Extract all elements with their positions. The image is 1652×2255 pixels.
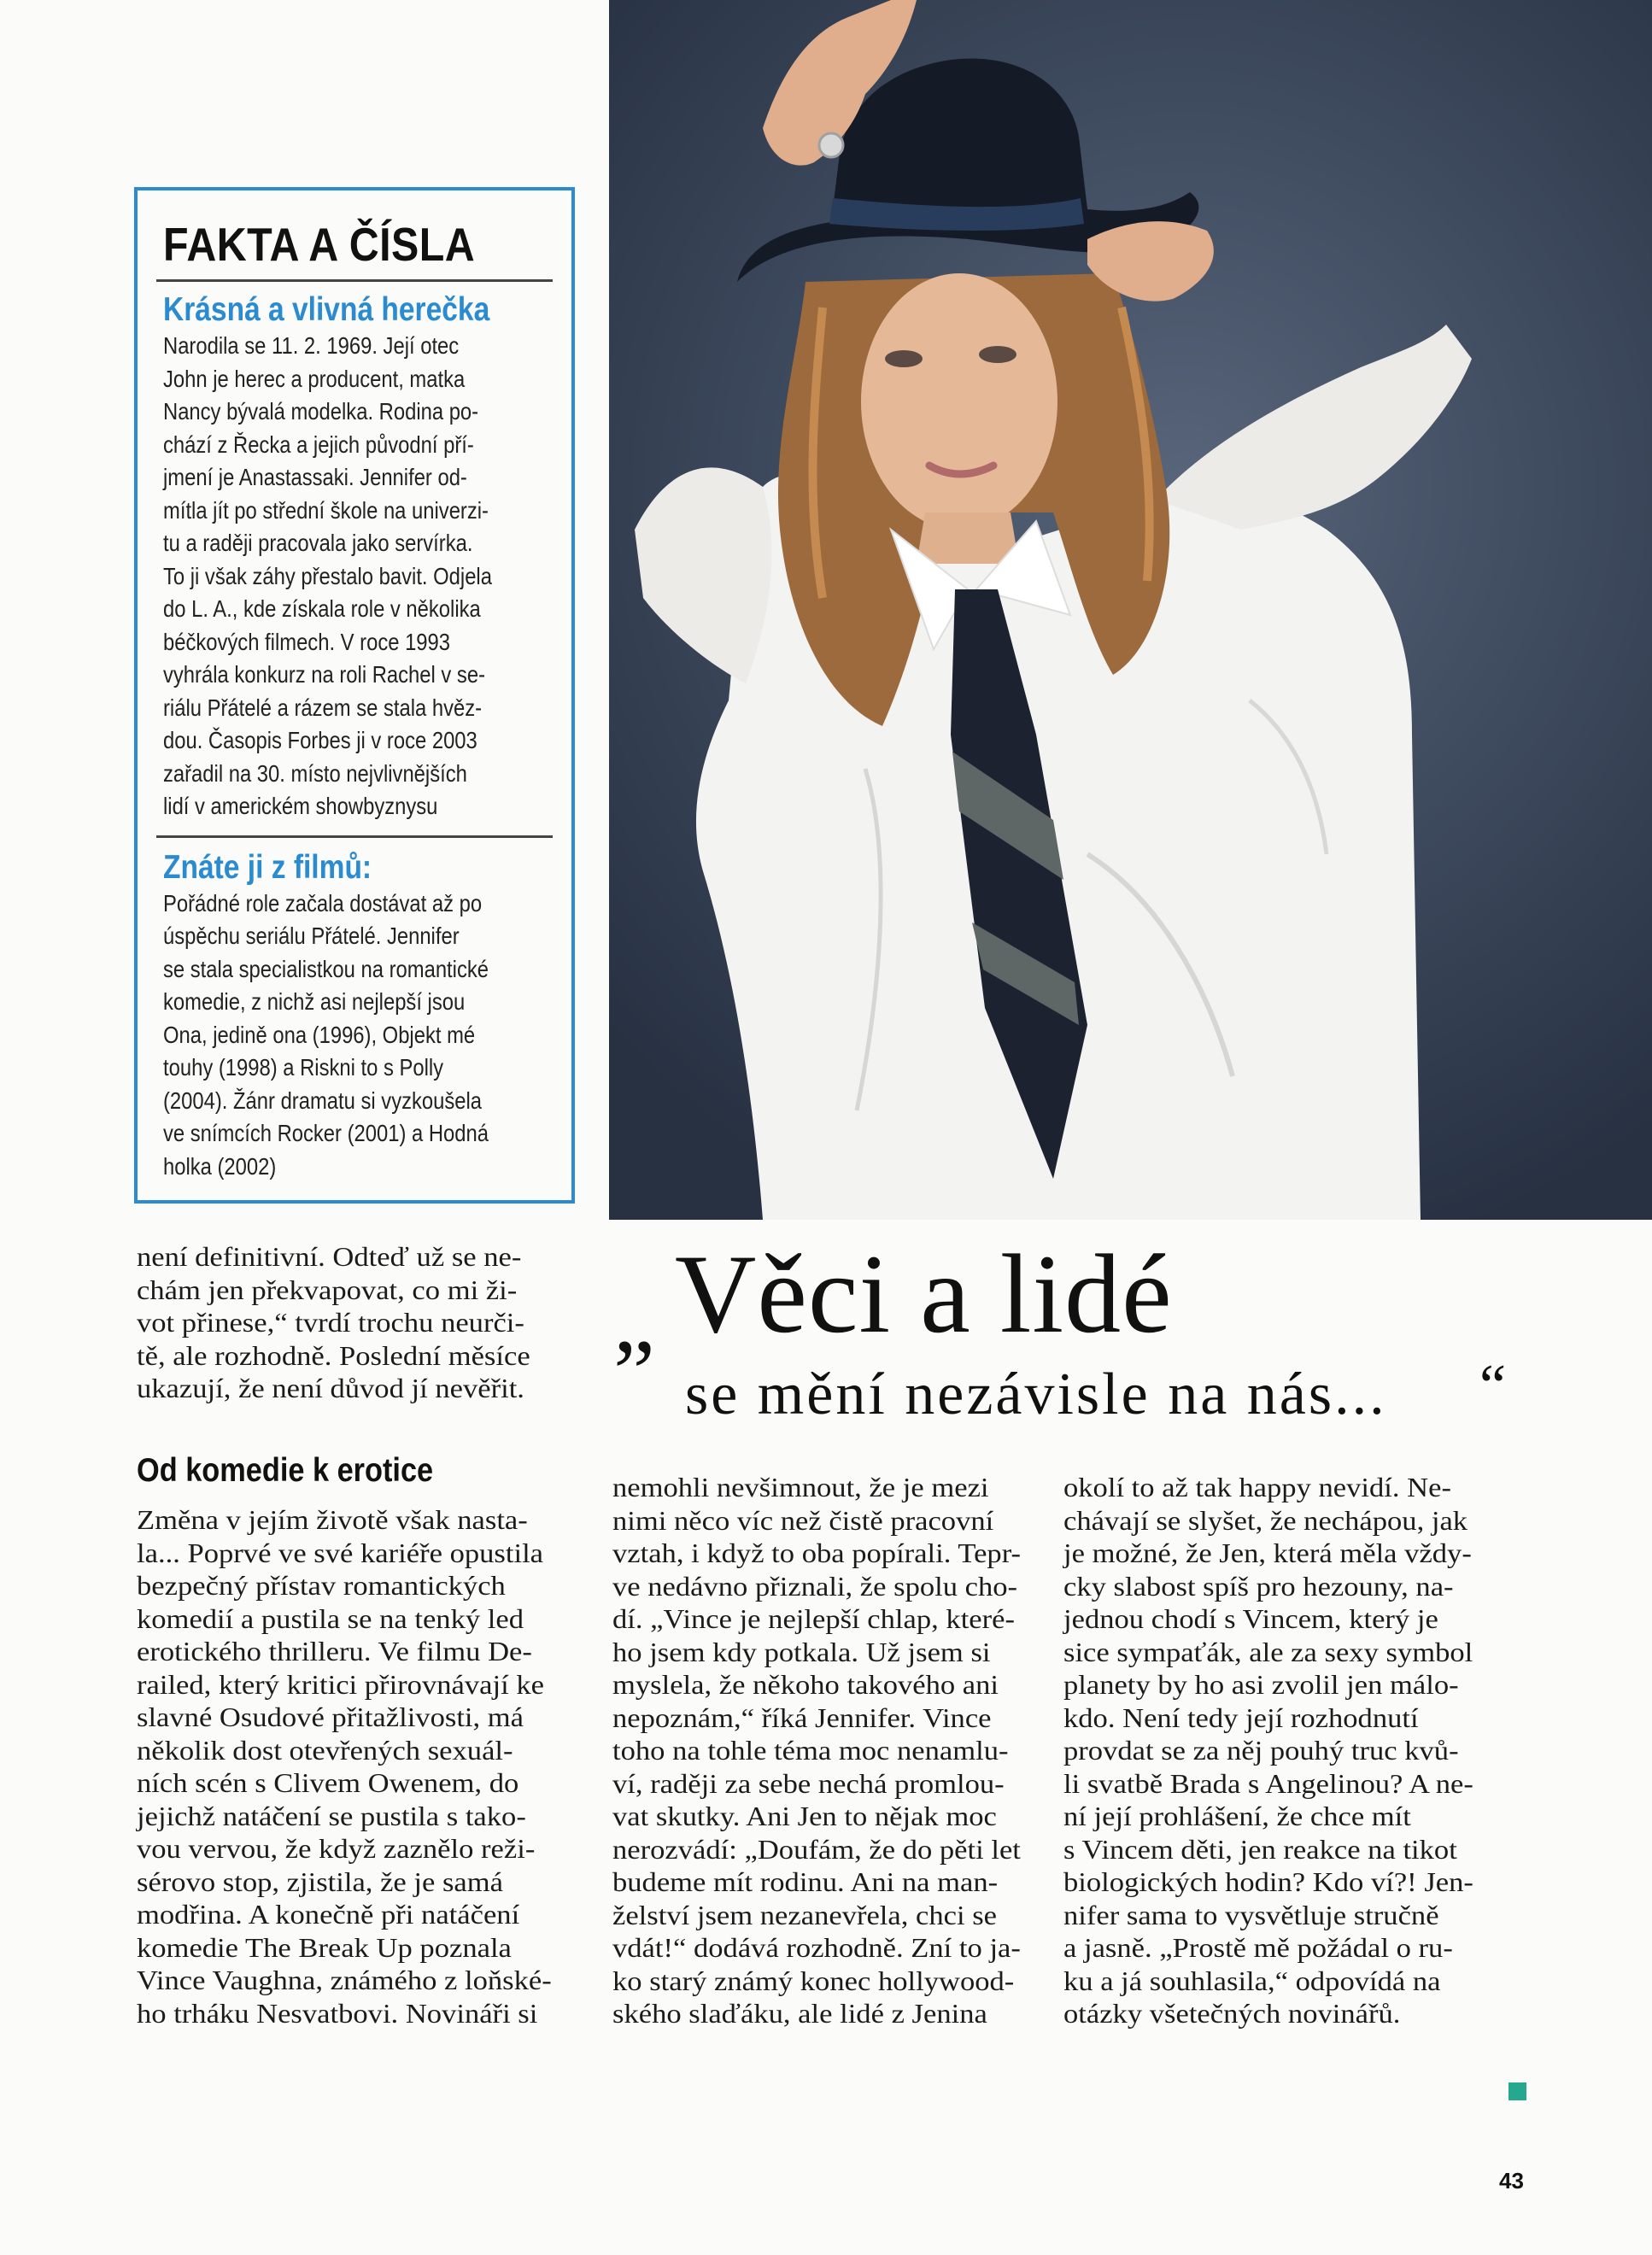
body-text-line: bezpečný přístav romantických — [137, 1570, 506, 1601]
body-text-line: vdát!“ dodává rozhodně. Zní to ja- — [612, 1932, 1021, 1963]
body-text-line: vztah, i když to oba popírali. Tepr- — [612, 1538, 1022, 1568]
facts-text-line: mítla jít po střední škole na univerzi- — [163, 496, 489, 524]
facts-text-line: Nancy bývalá modelka. Rodina po- — [163, 398, 479, 425]
body-text-line: budeme mít rodinu. Ani na man- — [612, 1866, 999, 1897]
body-text-line: jejichž natáčení se pustila s tako- — [137, 1800, 526, 1831]
body-text-line: ského slaďáku, ale lidé z Jenina — [612, 1998, 987, 2029]
body-text-line: komedií a pustila se na tenký led — [137, 1602, 524, 1634]
body-text-line: ní její prohlášení, že chce mít — [1063, 1801, 1411, 1831]
section-heading: Od komedie k erotice — [137, 1452, 434, 1489]
body-text-line: myslela, že někoho takového ani — [612, 1669, 999, 1700]
body-text-line: ních scén s Clivem Owenem, do — [137, 1767, 519, 1798]
facts-text-line: Narodila se 11. 2. 1969. Její otec — [163, 332, 460, 359]
facts-text-line: chází z Řecka a jejich původní pří- — [163, 430, 474, 458]
facts-text-line: dou. Časopis Forbes ji v roce 2003 — [163, 727, 477, 753]
facts-text-line: Pořádné role začala dostávat až po — [163, 889, 483, 917]
portrait-illustration — [609, 0, 1652, 1220]
body-text-line: dí. „Vince je nejlepší chlap, které- — [612, 1603, 1015, 1634]
facts-text-line: tu a raději pracovala jako servírka. — [163, 530, 473, 556]
facts-text-line: Ona, jedině ona (1996), Objekt mé — [163, 1021, 476, 1048]
body-text-line: chám jen překvapovat, co mi ži- — [137, 1274, 518, 1305]
body-text-line: ve nedávno přiznali, že spolu cho- — [612, 1570, 1018, 1602]
pull-quote-line-1: Věci a lidé — [675, 1231, 1173, 1356]
body-text-line: planety by ho asi zvolil jen málo- — [1063, 1669, 1459, 1700]
facts-text-line: holka (2002) — [163, 1152, 277, 1180]
body-text-line: ko starý známý konec hollywood- — [612, 1965, 1015, 1996]
body-text-line: provdat se za něj pouhý truc kvů- — [1063, 1735, 1459, 1766]
body-text-line: nerozvádí: „Doufám, že do pěti let — [612, 1833, 1021, 1865]
body-text-line: sice sympaťák, ale za sexy symbol — [1063, 1636, 1473, 1667]
body-text-line: ho trháku Nesvatbovi. Novináři si — [137, 1997, 538, 2029]
facts-text-line: komedie, z nichž asi nejlepší jsou — [163, 988, 466, 1015]
article-column-2 — [612, 1471, 1022, 2030]
page-number: 43 — [1499, 2168, 1524, 2194]
facts-text-line: (2004). Žánr dramatu si vyzkoušela — [163, 1086, 483, 1114]
body-text-line: ukazují, že není důvod jí nevěřit. — [137, 1373, 524, 1403]
face — [861, 273, 1057, 530]
facts-text-line: vyhrála konkurz na roli Rachel v se- — [163, 661, 485, 688]
body-text-line: vot přinese,“ tvrdí trochu neurči- — [137, 1307, 524, 1338]
facts-text-line: ve snímcích Rocker (2001) a Hodná — [163, 1120, 489, 1146]
right-sleeve — [1156, 325, 1472, 530]
body-text-line: slavné Osudové přitažlivosti, má — [137, 1702, 524, 1732]
facts-section-heading: Krásná a vlivná herečka — [163, 291, 490, 328]
facts-section-heading: Znáte ji z filmů: — [163, 848, 372, 886]
body-text-line: toho na tohle téma moc nenamlu- — [612, 1735, 1009, 1766]
body-text-line: tě, ale rozhodně. Poslední měsíce — [137, 1339, 530, 1371]
body-text-line: nifer sama to vysvětluje stručně — [1063, 1899, 1439, 1930]
ring — [819, 133, 843, 157]
facts-text-line: lidí v americkém showbyznysu — [163, 793, 438, 819]
body-text-line: modřina. A konečně při natáčení — [137, 1899, 520, 1930]
divider — [156, 835, 553, 838]
body-text-line: Změna v jejím životě však nasta- — [137, 1504, 528, 1535]
body-text-line: několik dost otevřených sexuál- — [137, 1734, 513, 1766]
facts-text-line: To ji však záhy přestalo bavit. Odjela — [163, 562, 492, 589]
body-text-line: railed, který kritici přirovnávají ke — [137, 1668, 544, 1700]
facts-text-line: úspěchu seriálu Přátelé. Jennifer — [163, 922, 460, 949]
body-text-line: erotického thrilleru. Ve filmu De- — [137, 1636, 532, 1666]
left-sleeve — [635, 467, 771, 683]
portrait-photo — [609, 0, 1652, 1220]
article-column-1 — [137, 1503, 552, 2030]
body-text-line: není definitivní. Odteď už se ne- — [137, 1241, 522, 1272]
end-of-article-mark — [1508, 2082, 1526, 2100]
body-text-line: ví, raději za sebe nechá promlou- — [612, 1767, 1005, 1799]
body-text-line: s Vincem děti, jen reakce na tikot — [1063, 1833, 1457, 1865]
body-text-line: a jasně. „Prostě mě požádal o ru- — [1063, 1932, 1453, 1963]
pull-quote-line-2: se mění nezávisle na nás... — [685, 1362, 1387, 1427]
facts-box-title: FAKTA A ČÍSLA — [163, 218, 476, 271]
body-text-line: kdo. Není tedy její rozhodnutí — [1063, 1702, 1419, 1733]
body-text-line: sérovo stop, zjistila, že je samá — [137, 1866, 503, 1897]
facts-text-line: jmení je Anastassaki. Jennifer od- — [163, 464, 467, 490]
facts-section-filmography — [163, 887, 553, 1184]
body-text-line: želství jsem nezanevřela, chci se — [612, 1899, 998, 1930]
body-text-line: otázky všetečných novinářů. — [1063, 1998, 1401, 2029]
body-text-line: nepoznám,“ říká Jennifer. Vince — [612, 1702, 992, 1733]
body-text-line: ku a já souhlasila,“ odpovídá na — [1063, 1965, 1441, 1996]
intro-paragraph — [137, 1240, 530, 1405]
body-text-line: chávají se slyšet, že nechápou, jak — [1063, 1504, 1468, 1536]
divider — [156, 279, 553, 282]
body-text-line: okolí to až tak happy nevidí. Ne- — [1063, 1472, 1451, 1502]
facts-text-line: do L. A., kde získala role v několika — [163, 595, 481, 622]
body-text-line: nimi něco víc než čistě pracovní — [612, 1504, 994, 1536]
article-column-3 — [1063, 1471, 1473, 2030]
facts-text-line: se stala specialistkou na romantické — [163, 955, 489, 982]
body-text-line: Vince Vaughna, známého z loňské- — [137, 1965, 552, 1995]
body-text-line: nemohli nevšimnout, že je mezi — [612, 1472, 989, 1502]
body-text-line: jednou chodí s Vincem, který je — [1063, 1603, 1438, 1634]
body-text-line: ho jsem kdy potkala. Už jsem si — [612, 1636, 991, 1667]
facts-text-line: touhy (1998) a Riskni to s Polly — [163, 1054, 444, 1081]
pull-quote-close-mark: “ — [1479, 1353, 1507, 1419]
facts-text-line: zařadil na 30. místo nejvlivnějších — [163, 759, 467, 787]
facts-section-biography — [163, 330, 553, 823]
body-text-line: vat skutky. Ani Jen to nějak moc — [612, 1801, 997, 1831]
pull-quote-open-mark: „ — [613, 1268, 655, 1372]
body-text-line: la... Poprvé ve své kariéře opustila — [137, 1537, 544, 1568]
body-text-line: je možné, že Jen, která měla vždy- — [1063, 1538, 1472, 1568]
facts-text-line: béčkových filmech. V roce 1993 — [163, 628, 451, 655]
body-text-line: biologických hodin? Kdo ví?! Jen- — [1063, 1866, 1473, 1897]
body-text-line: komedie The Break Up poznala — [137, 1931, 512, 1963]
body-text-line: li svatbě Brada s Angelinou? A ne- — [1063, 1767, 1473, 1799]
facts-box — [134, 187, 575, 1204]
facts-text-line: riálu Přátelé a rázem se stala hvěz- — [163, 694, 483, 721]
body-text-line: vou vervou, že když zaznělo reži- — [137, 1833, 536, 1864]
facts-text-line: John je herec a producent, matka — [163, 365, 466, 392]
body-text-line: cky slabost spíš pro hezouny, na- — [1063, 1570, 1454, 1602]
